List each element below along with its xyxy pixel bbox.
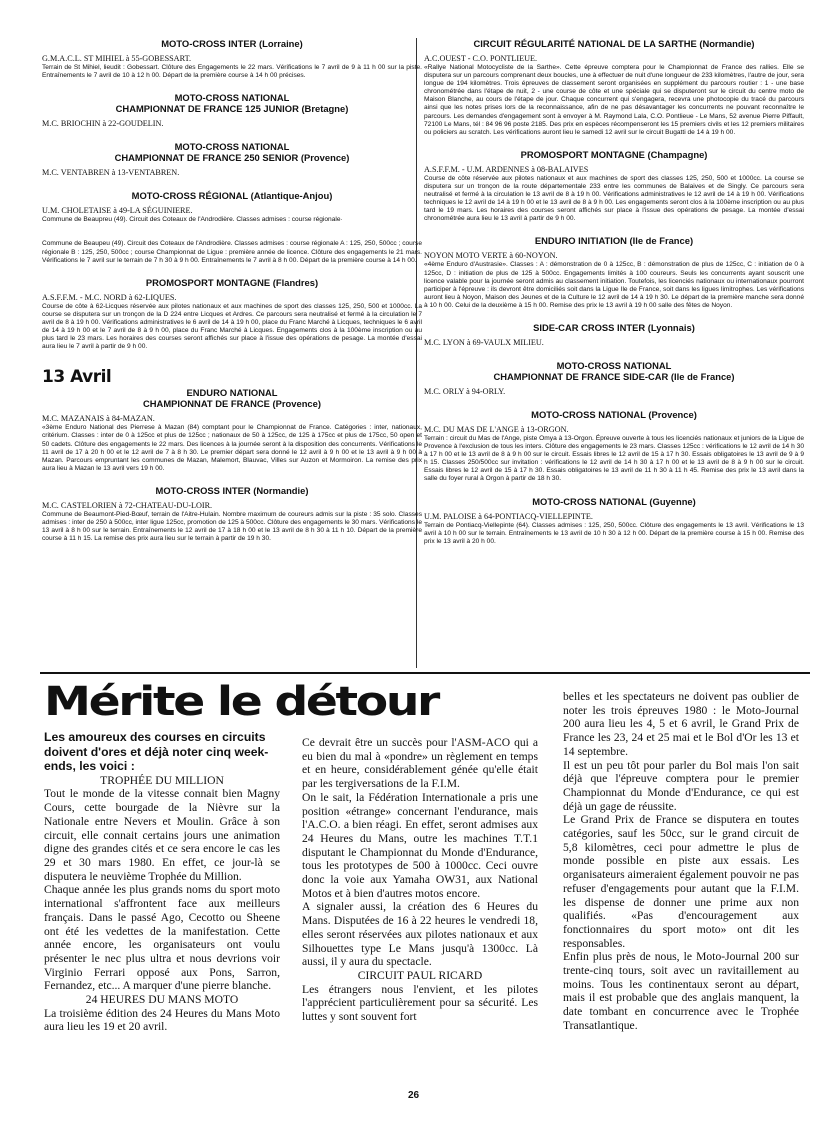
article-paragraph: Tout le monde de la vitesse connait bien Magny Cours, cette bourgade de la Nièvre sur la Nationale entre Nevers et Moulin. Grâce à son circuit, elle connait certains jours une animation digne des grandes cités et ce sera encore le cas les 29 et 30 mars 1980. En effet, ce jour-là se disputera le neuvième Trophée du Million.: [44, 787, 280, 883]
event-details: Course de côte à 62-Licques réservée aux pilotes nationaux et aux machines de sport des classes 125, 250, 500 et 1000cc. La course se disputera sur un tronçon de la D 224 entre Licques et Ardres. Ce parcours sera neutralisé et fermé à la circulation le 7 avril de 8 à 19 h 00. Vérifications administratives le 6 avril de 14 à 19 h 00, place du Franc Marché à Licques, techniques le 6 avril de 14 à 19 h 00 et le 7 avril de 8 à 9 h 00, place du Franc Marché à Licques. Engagements clos à la 100ème inscription ou au plus tard le 23 mars. Les horaires des courses seront affichés sur place à l'issue des opérations de pesage. La montée d'essai aura lieu le 7 avril à partir de 9 h 00.: [42, 302, 422, 351]
article-paragraph: La troisième édition des 24 Heures du Mans Moto aura lieu les 19 et 20 avril.: [44, 1006, 280, 1034]
event-club: M.C. DU MAS DE L'ANGE à 13-ORGON.: [424, 424, 569, 434]
event-title: PROMOSPORT MONTAGNE (Champagne): [520, 148, 708, 160]
right-listings-column: [424, 38, 804, 558]
event-details: Commune de Beaupreu (49). Circuit des Coteaux de l'Androdière. Classes admises : course régionale· Commune de Beaupeu (49). Circuit des Coteaux de l'Androdière. Classes admises : course régionale A : 125, 250, 500cc ; course régionale B : 125, 250, 500cc ; course Championnat de Ligue : première année de licence. Clôture des engagements le 21 mars. Vérifications le 7 avril sur le terrain de 7 h 30 à 9 h 00. Entraînements le 7 avril à 8 h 00. Départ de la première course à 14 h 00.: [42, 216, 422, 264]
article-paragraph: Ce devrait être un succès pour l'ASM-ACO qui a eu bien du mal à «pondre» un règlement en temps et en heure, considérablement génée qu'elle était par les tergiversations de la F.I.M.: [302, 736, 538, 791]
event-club: U.M. PALOISE à 64-PONTIACQ-VIELLEPINTE.: [424, 511, 593, 521]
event-title: MOTO-CROSS INTER (Normandie): [155, 484, 309, 496]
event-details: «Rallye National Motocycliste de la Sarthe». Cette épreuve comptera pour le Championnat de France des rallies. Elle se disputera sur un parcours comprenant deux boucles, une à effectuer de nuit d'une longueur de 233 kilomètres, l'autre de jour, sera longue de 194 kilomètres. Trois épreuves de classement seront organisées en supplément du parcours routier : 1 - une base chronométrée dans l'étape de nuit, 2 - une course de côte et une spéciale qui se disputeront sur le circuit du centre moto de Maison Blanche, au cours de l'étape de jour. Chaque concurrent qui s'engagera, recevra une photocopie du tracé du parcours ainsi que les notes prises lors de la reconnaissance, afin de ne pas désavantager les concurrents ne pouvant reconnaître le parcours. Les demandes d'engagement sont à envoyer à M. Raymond Lala, C.O. Pontlieue - Le Mans, 52 avenue Pierre Piffault, 72100 Le Mans, tél : 84 96 96 poste 2185. Des prix en espèces récompenseront les 15 premiers civils et les 12 premiers militaires ou policiers au scratch. Les vérifications auront lieu le samedi 12 avril sur le circuit Bugatti de 14 à 19 h 00.: [424, 64, 804, 136]
event-details: «3ème Enduro National des Pierrese à Mazan (84) comptant pour le Championnat de France. Catégories : inter, nationaux, critérium. Classes : inter de 0 à 125cc et plus de 125cc ; nationaux de 50 à 125cc, de 125 à 175cc et plus de 175cc, 50 open et 50 cadets. Clôture des engagements le 22 mars. Des licences à la journée seront à la disposition des concurrents. Vérifications le 11 avril de 17 à 20 h 00 et le 12 avril de 7 à 8 h 30. Le premier départ sera donné le 12 avril à 9 h 00 et le 13 avril à 9 h 00 à Mazan. Parcours empruntant les communes de Mazan, Malemort, Blauvac, Villes sur Auzon et Mormoiron. La remise des prix aura lieu à Mazan le 13 avril vers 19 h 00.: [42, 424, 422, 472]
event-club: M.C. ORLY à 94-ORLY.: [424, 386, 506, 396]
article-paragraph: Chaque année les plus grands noms du sport moto international s'affrontent face aux meilleurs français. Dans le passé Ago, Cecotto ou Sheene ont été les vedettes de la manifestation. Cette année encore, les organisateurs ont voulu présenter le nec plus ultra et nous devrions voir Virginio Ferrari opposé aux Pons, Sarron, Fernandez, etc... A marquer d'une pierre blanche.: [44, 883, 280, 993]
event-title: MOTO-CROSS NATIONAL CHAMPIONNAT DE FRANCE 125 JUNIOR (Bretagne): [115, 92, 349, 115]
event-details: Terrain de St Mihiel, lieudit : Gobessart. Clôture des Engagements le 22 mars. Vérifications le 7 avril de 9 à 11 h 00 sur la piste. Entraînements le 7 avril de 10 à 12 h 00. Départ de la première course à 14 h 00 précises.: [42, 64, 422, 80]
event-title: CIRCUIT RÉGULARITÉ NATIONAL DE LA SARTHE (Normandie): [473, 38, 755, 49]
event-club: A.S.F.F.M. - U.M. ARDENNES à 08-BALAIVES: [424, 164, 589, 174]
event-title: MOTO-CROSS NATIONAL (Guyenne): [532, 495, 696, 507]
article-paragraph: Le Grand Prix de France se disputera en toutes catégories, sauf les 50cc, sur le grand circuit de 5,8 kilomètres, ceci pour admettre le plus de monde possible en piste aux essais. Les organisateurs aimeraient également pouvoir ne pas refuser d'engagements pour autant que la F.I.M. les dispense de donner une prime aux non qualifiés. «Pas d'encouragement aux fonctionnaires du sport moto» ont dit les responsables.: [563, 813, 799, 950]
article-paragraph: On le sait, la Fédération Internationale a pris une position «étrange» concernant l'endurance, mais l'A.C.O. a bien réagi. En effet, seront admises aux 24 Heures du Mans, outre les machines T.T.1 disputant le Championnat du Monde d'Endurance, tous les prototypes de 500 à 1000cc. Ceci ouvre donc la voie aux Yamaha OW31, aux National Motos et à bien d'autres motos encore.: [302, 790, 538, 900]
event-details: Course de côte réservée aux pilotes nationaux et aux machines de sport des classes 125, 250, 500 et 1000cc. La course se disputera sur un tronçon de la route départementale 233 entre les communes de Balaives et de Singly. Ce parcours sera neutralisé et fermé à la circulation le 13 avril de 8 à 19 h 00. Vérifications administratives le 12 avril de 14 à 19 h 00. Vérifications techniques le 12 avril de 14 à 19 h 00 et le 13 avril de 8 à 9 h 00. Les engagements seront clos à la 100ème inscription ou au plus tard le 19 mars. Les horaires des courses seront affichés sur place à l'issue des opérations de pesage. La montée d'essai chronométrée aura lieu le 13 avril à partir de 9 h 00.: [424, 174, 804, 223]
event-club: M.C. VENTABREN à 13-VENTABREN.: [42, 168, 180, 178]
subheading-paul-ricard: CIRCUIT PAUL RICARD: [357, 968, 483, 982]
event-title: MOTO-CROSS NATIONAL CHAMPIONNAT DE FRANCE 250 SENIOR (Provence): [114, 141, 350, 164]
section-divider: [40, 672, 810, 674]
article-column-1: [44, 730, 280, 1034]
article-column-3: [563, 690, 799, 1033]
article-paragraph: belles et les spectateurs ne doivent pas oublier de noter les trois épreuves 1980 : le Moto-Journal 200 aura lieu les 4, 5 et 6 avril, le Grand Prix de France les 23, 24 et 25 mai et le Bol d'Or les 13 et 14 septembre.: [563, 690, 799, 758]
event-details: Commune de Beaumont-Pied-Bœuf, terrain de l'Aitre-Hulain. Nombre maximum de coureurs admis sur la piste : 35 solo. Classes admises : inter de 250 à 500cc, inter ligue 125cc, promotion de 125 à 500cc. Clôture des engagements le 30 mars. Vérifications le 13 avril à 8 h 00 sur le terrain. Entraînements le 12 avril de 17 à 18 h 00 et le 13 avril de 8 h 30 à 11 h 10. Départ de la première course à 11 h 15. La remise des prix aura lieu sur le terrain à partir de 19 h 30.: [42, 510, 422, 543]
event-title: ENDURO INITIATION (Ile de France): [534, 235, 694, 247]
event-club: U.M. CHOLETAISE à 49-LA SÉGUINIERE.: [42, 206, 193, 216]
event-club: M.C. CASTELORIEN à 72-CHATEAU-DU-LOIR.: [42, 500, 213, 510]
event-title: MOTO-CROSS RÉGIONAL (Atlantique-Anjou): [131, 190, 333, 202]
event-details: Terrain : circuit du Mas de l'Ange, piste Omya à 13-Orgon. Épreuve ouverte à tous les licenciés nationaux et juniors de la Ligue de Provence à l'exclusion de tous les inters. Clôture des engagements le 23 mars. Classes 125cc : vérifications le 12 avril de 14 h 30 à 17 h 00 et le 13 avril de 8 à 9 h 00 sur le circuit. Essais libres le 12 avril de 15 à 17 h 30. Essais obligatoires le 13 avril de 9 à 9 h 15. Classes 250/500cc sur invitation : vérifications le 12 avril de 14 h 30 à 17 h 00 et le 13 avril de 8 à 9 h 00 sur le circuit. Essais libres le 12 avril de 15 à 17 h 30. Essais obligatoires le 13 avril de 11 h 30 à 11 h 45. Remise des prix le 13 avril dans la salle du foyer rural à Orgon à partir de 18 h 30.: [424, 434, 804, 483]
article-paragraph: Enfin plus près de nous, le Moto-Journal 200 sur trente-cinq tours, soit avec un ravitaillement au moins. Tous les continentaux seront au départ, mais il est probable que des anglais manquent, la date tombant en concurrence avec le Trophée Transatlantique.: [563, 950, 799, 1032]
event-title: SIDE-CAR CROSS INTER (Lyonnais): [533, 321, 695, 333]
event-club: M.C. MAZANAIS à 84-MAZAN.: [42, 414, 155, 424]
date-heading: 13 Avril: [42, 367, 112, 388]
article-paragraph: Il est un peu tôt pour parler du Bol mais l'on sait déjà que l'épreuve comptera pour le premier Championnat du Monde d'Endurance, ce qui est déjà un gage de réussite.: [563, 758, 799, 813]
left-listings-column: [42, 38, 422, 555]
event-title: MOTO-CROSS NATIONAL (Provence): [531, 408, 697, 420]
article-headline: Mérite le détour: [44, 679, 438, 725]
article-lead: Les amoureux des courses en circuits doivent d'ores et déjà noter cinq week-ends, les voici :: [44, 730, 269, 774]
event-title: MOTO-CROSS INTER (Lorraine): [161, 38, 303, 49]
article-paragraph: A signaler aussi, la création des 6 Heures du Mans. Disputées de 16 à 22 heures le vendredi 18, elles seront réservées aux pilotes nationaux et aux Silhouettes type Le Mans jusqu'à 1300cc. Là aussi, il y aura du spectacle.: [302, 900, 538, 969]
event-details: Terrain de Pontiacq-Viellepinte (64). Classes admises : 125, 250, 500cc. Clôture des engagements le 13 avril. Vérifications le 13 avril à 10 h 00 sur le terrain. Entraînements le 13 avril de 10 h 30 à 12 h 00. Départ de la première course à 15 h 00. Remise des prix le 13 avril à 20 h 00.: [424, 521, 804, 545]
subheading-trophee: TROPHÉE DU MILLION: [100, 773, 224, 787]
event-club: M.C. BRIOCHIN à 22-GOUDELIN.: [42, 119, 164, 129]
event-title: MOTO-CROSS NATIONAL CHAMPIONNAT DE FRANCE SIDE-CAR (Ile de France): [493, 359, 735, 382]
event-club: A.S.F.F.M. - M.C. NORD à 62-LIQUES.: [42, 292, 177, 302]
event-club: NOYON MOTO VERTE à 60-NOYON.: [424, 251, 558, 261]
subheading-24h: 24 HEURES DU MANS MOTO: [85, 993, 239, 1007]
event-club: M.C. LYON à 69-VAULX MILIEU.: [424, 337, 544, 347]
event-details: «4ème Enduro d'Austrasie». Classes : A : démonstration de 0 à 125cc, B : démonstration de plus de 125cc, C : initiation de 0 à 125cc, D : initiation de plus de 125 à 500cc. Engagements limités à 100 coureurs. Seuls les concurrents ayant souscrit une licence valable pour la journée seront admis au classement initiation. Toutefois, les licenciés nationaux ou internationaux pourront participer à l'épreuve : ils devront être domiciliés soit dans la Ligue Ile de France, soit dans les ligues limitrophes. Les vérifications auront lieu à Noyon, Maison des Jeunes et de la Culture le 12 avril de 14 à 19 h 30. Le départ de la première manche sera donné à 10 h 00. Celui de la deuxième à 15 h 00. Remise des prix le 13 avril à 19 h 00 salle des fêtes de Noyon.: [424, 261, 804, 309]
event-club: A.C.OUEST - C.O. PONTLIEUE.: [424, 54, 538, 63]
article-column-2: [302, 736, 538, 1024]
article-paragraph: Les étrangers nous l'envient, et les pilotes l'apprécient particulièrement pour sa sécurité. Les luttes y sont souvent fort: [302, 982, 538, 1024]
page-number: 26: [407, 1090, 420, 1101]
event-title: ENDURO NATIONAL CHAMPIONNAT DE FRANCE (Provence): [143, 387, 321, 410]
event-club: G.M.A.C.L. ST MIHIEL à 55-GOBESSART.: [42, 54, 192, 63]
event-title: PROMOSPORT MONTAGNE (Flandres): [145, 276, 319, 288]
